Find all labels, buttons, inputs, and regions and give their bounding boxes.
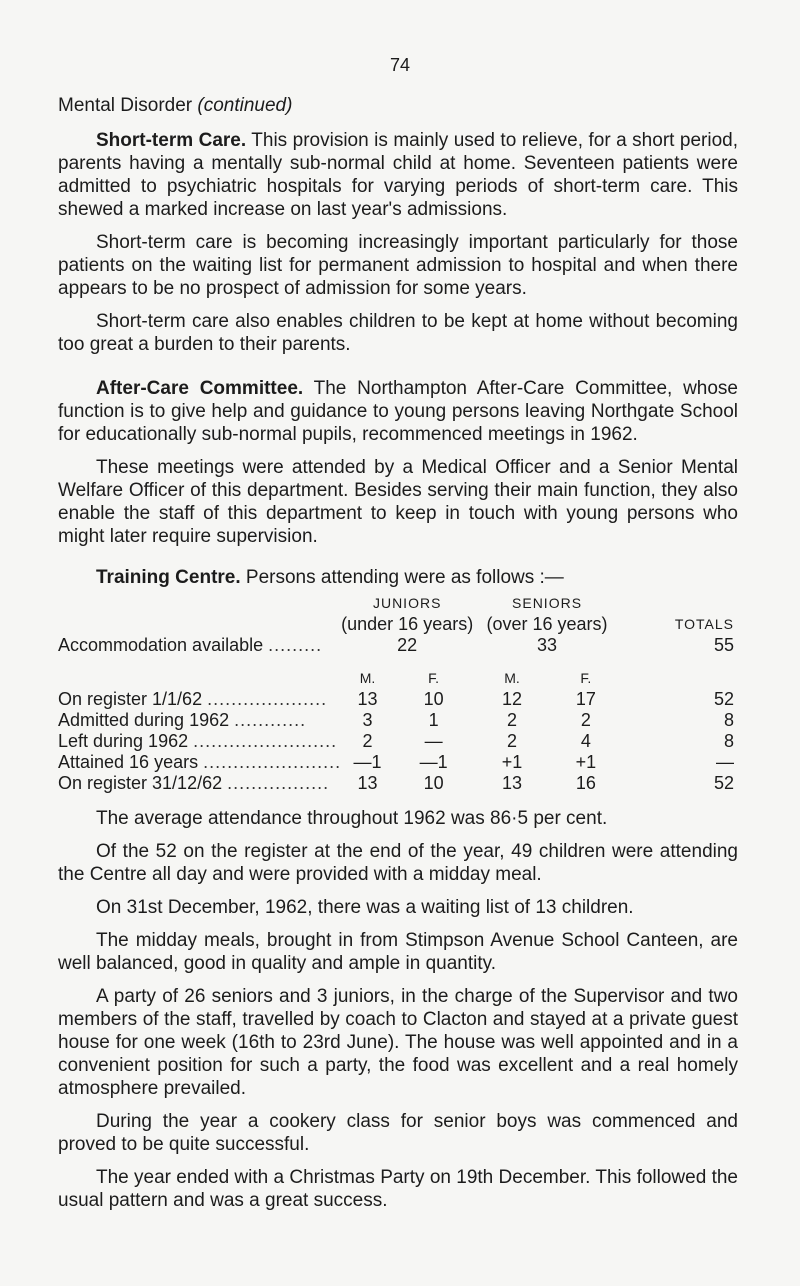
- short-term-text-1: This provision is mainly used to relieve, for a short period, parents having a mentally sub-normal child at home. Seventeen patients were admitted to psychiatric hospitals for varying periods of short-term care. This shewed a marked increase on last year's admissions.: [58, 130, 738, 220]
- total-cell: 8: [723, 710, 734, 730]
- total-cell: 8: [723, 731, 734, 751]
- training-centre-heading: Training Centre.: [96, 567, 241, 588]
- seniors-male-cell: 2: [507, 710, 518, 730]
- juniors-male-header: M.: [359, 670, 376, 686]
- row-label: Admitted during 1962 ............: [58, 710, 307, 730]
- juniors-male-cell: 13: [357, 689, 378, 709]
- total-cell: 52: [713, 689, 734, 709]
- after-care-paragraph-1: [58, 377, 738, 446]
- juniors-female-cell: 10: [423, 773, 444, 793]
- total-cell: 52: [713, 773, 734, 793]
- juniors-male-cell: 2: [362, 731, 373, 751]
- juniors-male-cell: 3: [362, 710, 373, 730]
- seniors-female-cell: 17: [575, 689, 596, 709]
- after-care-text-1: The Northampton After-Care Committee, whose function is to give help and guidance to young persons leaving Northgate School for educationally sub-normal pupils, recommenced meetings in 1962.: [58, 378, 738, 445]
- juniors-female-header: F.: [428, 670, 440, 686]
- table-row: [58, 689, 738, 710]
- seniors-male-cell: 12: [502, 689, 523, 709]
- table-row: [58, 731, 738, 752]
- accommodation-label: Accommodation available .........: [58, 635, 323, 655]
- totals-header: TOTALS: [674, 616, 734, 632]
- accommodation-row: [58, 635, 738, 656]
- register-paragraph: Of the 52 on the register at the end of the year, 49 children were attending the Centre all day and were provided with a midday meal.: [58, 841, 738, 885]
- juniors-male-cell: —1: [353, 752, 382, 772]
- section-title-text: Mental Disorder: [58, 95, 193, 116]
- seniors-male-cell: 13: [502, 773, 523, 793]
- seniors-female-cell: 16: [575, 773, 596, 793]
- attendance-paragraph: The average attendance throughout 1962 was 86·5 per cent.: [96, 808, 608, 829]
- seniors-female-cell: 2: [580, 710, 591, 730]
- waiting-list-paragraph: On 31st December, 1962, there was a waiting list of 13 children.: [96, 897, 634, 918]
- seniors-male-header: M.: [504, 670, 520, 686]
- table-row: [58, 752, 738, 773]
- accommodation-total: 55: [713, 635, 734, 655]
- sex-header-row: [58, 656, 738, 689]
- section-title: [58, 94, 738, 117]
- after-care-heading: After-Care Committee.: [96, 378, 304, 399]
- row-label: On register 31/12/62 .................: [58, 773, 330, 793]
- juniors-header: JUNIORS: [372, 595, 442, 611]
- table-header-row-1: [58, 593, 738, 614]
- accommodation-juniors: 22: [397, 635, 418, 655]
- seniors-male-cell: +1: [501, 752, 523, 772]
- training-centre-intro: [58, 566, 738, 589]
- meals-paragraph: The midday meals, brought in from Stimpson Avenue School Canteen, are well balanced, good in quality and ample in quantity.: [58, 930, 738, 974]
- training-centre-intro-text: Persons attending were as follows :—: [245, 567, 564, 588]
- row-label: On register 1/1/62 ....................: [58, 689, 328, 709]
- section-continued: (continued): [197, 95, 293, 116]
- juniors-subheader: (under 16 years): [341, 614, 474, 634]
- short-term-paragraph-1: [58, 129, 738, 221]
- short-term-paragraph-3: Short-term care also enables children to be kept at home without becoming too great a burden to their parents.: [58, 311, 738, 355]
- table-row: [58, 710, 738, 731]
- short-term-heading: Short-term Care.: [96, 130, 247, 151]
- after-care-paragraph-2: These meetings were attended by a Medical Officer and a Senior Mental Welfare Officer of this department. Besides serving their main function, they also enable the staff of this department to keep in touch with young persons who might later require supervision.: [58, 457, 738, 547]
- table-header-row-2: [58, 614, 738, 635]
- short-term-paragraph-2: Short-term care is becoming increasingly important particularly for those patients on the waiting list for permanent admission to hospital and when there appears to be no prospect of admission for some years.: [58, 232, 738, 299]
- total-cell: —: [716, 752, 734, 772]
- juniors-female-cell: —: [424, 731, 443, 751]
- juniors-female-cell: —1: [419, 752, 448, 772]
- juniors-female-cell: 1: [428, 710, 439, 730]
- row-label: Attained 16 years .......................: [58, 752, 342, 772]
- page-number: 74: [389, 55, 411, 75]
- accommodation-seniors: 33: [537, 635, 558, 655]
- seniors-female-cell: +1: [575, 752, 597, 772]
- table-row: [58, 773, 738, 794]
- seniors-male-cell: 2: [507, 731, 518, 751]
- attendance-table: [58, 593, 738, 794]
- cookery-paragraph: During the year a cookery class for senior boys was commenced and proved to be quite successful.: [58, 1111, 738, 1155]
- christmas-paragraph: The year ended with a Christmas Party on 19th December. This followed the usual pattern and was a great success.: [58, 1167, 738, 1211]
- row-label: Left during 1962 ........................: [58, 731, 338, 751]
- seniors-subheader: (over 16 years): [486, 614, 608, 634]
- seniors-female-header: F.: [580, 670, 592, 686]
- party-paragraph: A party of 26 seniors and 3 juniors, in the charge of the Supervisor and two members of the staff, travelled by coach to Clacton and stayed at a private guest house for one week (16th to 23rd June). The house was well appointed and in a convenient position for such a party, the food was excellent and a real homely atmosphere prevailed.: [58, 986, 738, 1099]
- juniors-male-cell: 13: [357, 773, 378, 793]
- seniors-header: SENIORS: [512, 595, 583, 611]
- seniors-female-cell: 4: [580, 731, 591, 751]
- juniors-female-cell: 10: [423, 689, 444, 709]
- document-body: [58, 94, 738, 1212]
